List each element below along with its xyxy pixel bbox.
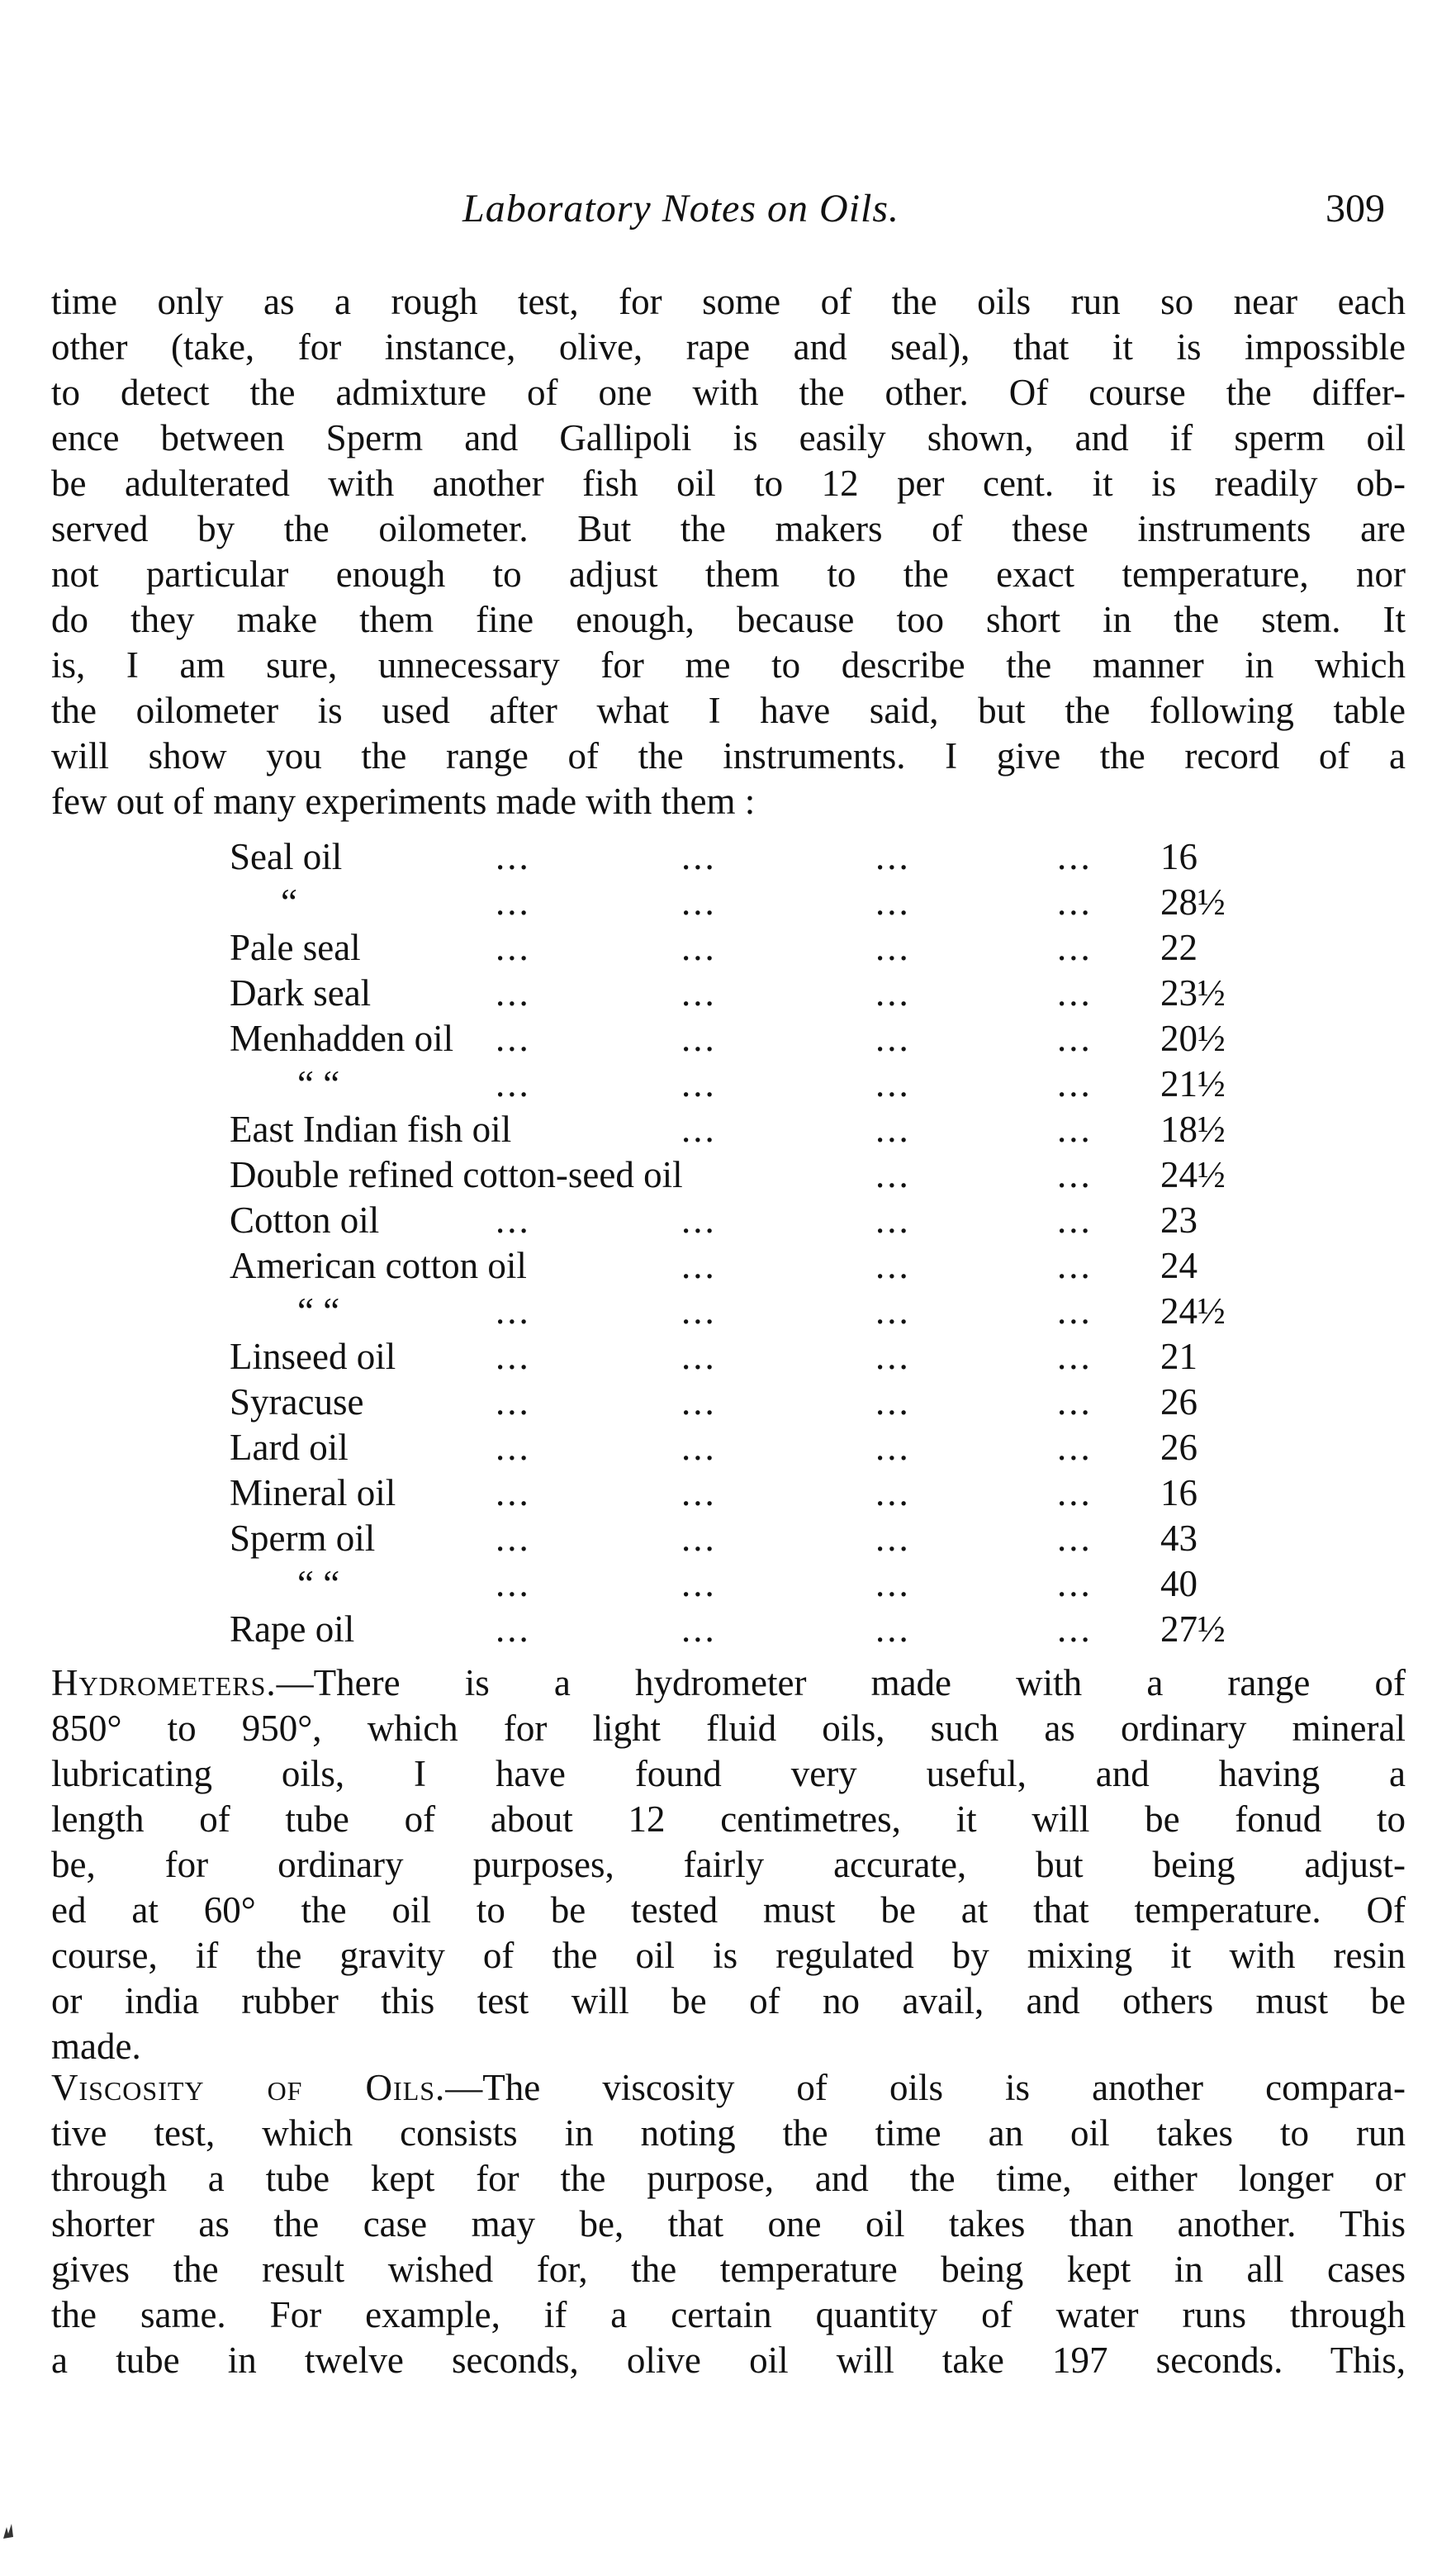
text-line: few out of many experiments made with them : [51,781,756,822]
text-line: to detect the admixture of one with the other. Of course the differ- [51,372,1406,413]
oil-name: “ “ [297,1563,340,1604]
oil-name: East Indian fish oil [230,1109,512,1150]
oil-name: Mineral oil [230,1472,396,1513]
leader-dots: ... [1057,1154,1093,1195]
text-line: ed at 60° the oil to be tested must be at that temperature. Of [51,1889,1406,1931]
section-heading: Viscosity of Oils. [51,2067,446,2108]
text-line: is, I am sure, unnecessary for me to describe the manner in which [51,644,1406,686]
oil-name: Cotton oil [230,1199,380,1241]
table-row [223,1289,1297,1334]
text-line: 850° to 950°, which for light fluid oils, such as ordinary mineral [51,1708,1406,1749]
table-row [223,1243,1297,1289]
leader-dots: ... [681,1472,717,1513]
table-row [223,1198,1297,1243]
oilometer-value: 24 [1160,1245,1198,1286]
table-row [223,1062,1297,1107]
text-line: course, if the gravity of the oil is regulated by mixing it with resin [51,1935,1406,1976]
text-line: shorter as the case may be, that one oil takes than another. This [51,2203,1406,2245]
oilometer-value: 28½ [1160,881,1226,923]
table-row [223,834,1297,880]
leader-dots: ... [875,927,911,968]
leader-dots: ... [496,881,531,923]
leader-dots: ... [1057,1018,1093,1059]
text-line: tive test, which consists in noting the time an oil takes to run [51,2112,1406,2154]
leader-dots: ... [496,1472,531,1513]
table-row [223,1425,1297,1470]
oilometer-value: 24½ [1160,1154,1226,1195]
table-row [223,1561,1297,1607]
leader-dots: ... [681,1336,717,1377]
text-line: a tube in twelve seconds, olive oil will take 197 seconds. This, [51,2340,1406,2381]
leader-dots: ... [875,1608,911,1650]
leader-dots: ... [875,1518,911,1559]
oilometer-value: 26 [1160,1427,1198,1468]
oil-name: “ “ [297,1290,340,1332]
text-line: will show you the range of the instruments. I give the record of a [51,735,1406,777]
leader-dots: ... [496,1608,531,1650]
leader-dots: ... [875,1336,911,1377]
leader-dots: ... [681,1563,717,1604]
oilometer-value: 21½ [1160,1063,1226,1104]
leader-dots: ... [681,836,717,877]
leader-dots: ... [681,1063,717,1104]
oilometer-value: 16 [1160,1472,1198,1513]
leader-dots: ... [681,972,717,1014]
table-row [223,1516,1297,1561]
table-row [223,1152,1297,1198]
text-line [51,2065,1406,2111]
ink-speck-mark [0,2515,33,2540]
oilometer-value: 24½ [1160,1290,1226,1332]
leader-dots: ... [496,1563,531,1604]
text-line: or india rubber this test will be of no avail, and others must be [51,1980,1406,2021]
oil-name: “ [281,881,297,923]
table-row [223,1107,1297,1152]
oil-name: Linseed oil [230,1336,396,1377]
leader-dots: ... [1057,836,1093,877]
text-line: not particular enough to adjust them to the exact temperature, nor [51,553,1406,595]
table-row [223,1380,1297,1425]
oilometer-value: 43 [1160,1518,1198,1559]
text-line: the same. For example, if a certain quantity of water runs through [51,2294,1406,2335]
leader-dots: ... [496,1381,531,1423]
leader-dots: ... [1057,1472,1093,1513]
oilometer-value: 18½ [1160,1109,1226,1150]
oilometer-readings-table [223,834,1297,1652]
table-row [223,880,1297,925]
leader-dots: ... [496,836,531,877]
text-line: made. [51,2026,141,2067]
leader-dots: ... [496,927,531,968]
oil-name: Dark seal [230,972,372,1014]
leader-dots: ... [681,1109,717,1150]
text-line: length of tube of about 12 centimetres, it will be fonud to [51,1798,1406,1840]
leader-dots: ... [875,1563,911,1604]
leader-dots: ... [1057,1063,1093,1104]
leader-dots: ... [875,1472,911,1513]
leader-dots: ... [875,1063,911,1104]
oil-name: Lard oil [230,1427,349,1468]
text-line [51,1660,1406,1706]
text-line: gives the result wished for, the temperature being kept in all cases [51,2249,1406,2290]
section-heading: Hydrometers. [51,1662,277,1703]
leader-dots: ... [1057,1427,1093,1468]
table-row [223,925,1297,971]
leader-dots: ... [1057,1290,1093,1332]
leader-dots: ... [1057,1199,1093,1241]
leader-dots: ... [1057,881,1093,923]
table-row [223,1016,1297,1062]
oil-name: “ “ [297,1063,340,1104]
text-line: ence between Sperm and Gallipoli is easily shown, and if sperm oil [51,417,1406,458]
leader-dots: ... [681,881,717,923]
leader-dots: ... [875,1427,911,1468]
oilometer-value: 16 [1160,836,1198,877]
leader-dots: ... [681,1199,717,1241]
leader-dots: ... [681,1427,717,1468]
leader-dots: ... [1057,1336,1093,1377]
leader-dots: ... [1057,1381,1093,1423]
oilometer-value: 20½ [1160,1018,1226,1059]
oilometer-value: 23½ [1160,972,1226,1014]
leader-dots: ... [875,1290,911,1332]
text-line: served by the oilometer. But the makers of these instruments are [51,508,1406,549]
leader-dots: ... [875,1154,911,1195]
leader-dots: ... [875,881,911,923]
text-line-rest: —There is a hydrometer made with a range of [276,1662,1406,1703]
oilometer-value: 26 [1160,1381,1198,1423]
leader-dots: ... [681,1381,717,1423]
oilometer-value: 22 [1160,927,1198,968]
leader-dots: ... [1057,1245,1093,1286]
leader-dots: ... [875,1199,911,1241]
table-row [223,971,1297,1016]
leader-dots: ... [681,1608,717,1650]
leader-dots: ... [681,1245,717,1286]
paragraph-hydrometers [51,1660,1406,2069]
table-row [223,1607,1297,1652]
text-line: other (take, for instance, olive, rape and seal), that it is impossible [51,326,1406,368]
leader-dots: ... [875,1245,911,1286]
oilometer-value: 40 [1160,1563,1198,1604]
leader-dots: ... [496,1199,531,1241]
leader-dots: ... [875,1018,911,1059]
table-row [223,1334,1297,1380]
text-line: do they make them fine enough, because too short in the stem. It [51,599,1406,640]
leader-dots: ... [496,1427,531,1468]
leader-dots: ... [1057,927,1093,968]
text-line: time only as a rough test, for some of the oils run so near each [51,281,1406,322]
leader-dots: ... [496,1018,531,1059]
text-line-rest: —The viscosity of oils is another compara- [445,2067,1406,2108]
oil-name: Sperm oil [230,1518,376,1559]
paragraph-oilometer [51,279,1406,824]
text-line: lubricating oils, I have found very useful, and having a [51,1753,1406,1794]
table-row [223,1470,1297,1516]
leader-dots: ... [681,1290,717,1332]
leader-dots: ... [681,1518,717,1559]
text-line: through a tube kept for the purpose, and the time, either longer or [51,2158,1406,2199]
text-line: the oilometer is used after what I have said, but the following table [51,690,1406,731]
oil-name: Rape oil [230,1608,355,1650]
leader-dots: ... [496,1290,531,1332]
paragraph-viscosity [51,2065,1406,2383]
leader-dots: ... [496,1518,531,1559]
text-line: be, for ordinary purposes, fairly accurate, but being adjust- [51,1844,1406,1885]
leader-dots: ... [875,972,911,1014]
leader-dots: ... [681,927,717,968]
leader-dots: ... [875,1381,911,1423]
leader-dots: ... [1057,1608,1093,1650]
oilometer-value: 21 [1160,1336,1198,1377]
oilometer-value: 23 [1160,1199,1198,1241]
leader-dots: ... [1057,1518,1093,1559]
page-number: 309 [1326,187,1385,230]
oil-name: Syracuse [230,1381,364,1423]
running-title: Laboratory Notes on Oils. [462,187,900,230]
leader-dots: ... [1057,1563,1093,1604]
text-line: be adulterated with another fish oil to 12 per cent. it is readily ob- [51,463,1406,504]
oilometer-value: 27½ [1160,1608,1226,1650]
oil-name: Seal oil [230,836,343,877]
page-header [0,186,1456,244]
leader-dots: ... [496,1336,531,1377]
oil-name: Menhadden oil [230,1018,454,1059]
leader-dots: ... [496,1063,531,1104]
leader-dots: ... [496,972,531,1014]
leader-dots: ... [681,1018,717,1059]
leader-dots: ... [875,836,911,877]
leader-dots: ... [875,1109,911,1150]
leader-dots: ... [1057,972,1093,1014]
leader-dots: ... [1057,1109,1093,1150]
oil-name: Double refined cotton-seed oil [230,1154,683,1195]
oil-name: American cotton oil [230,1245,527,1286]
oil-name: Pale seal [230,927,361,968]
